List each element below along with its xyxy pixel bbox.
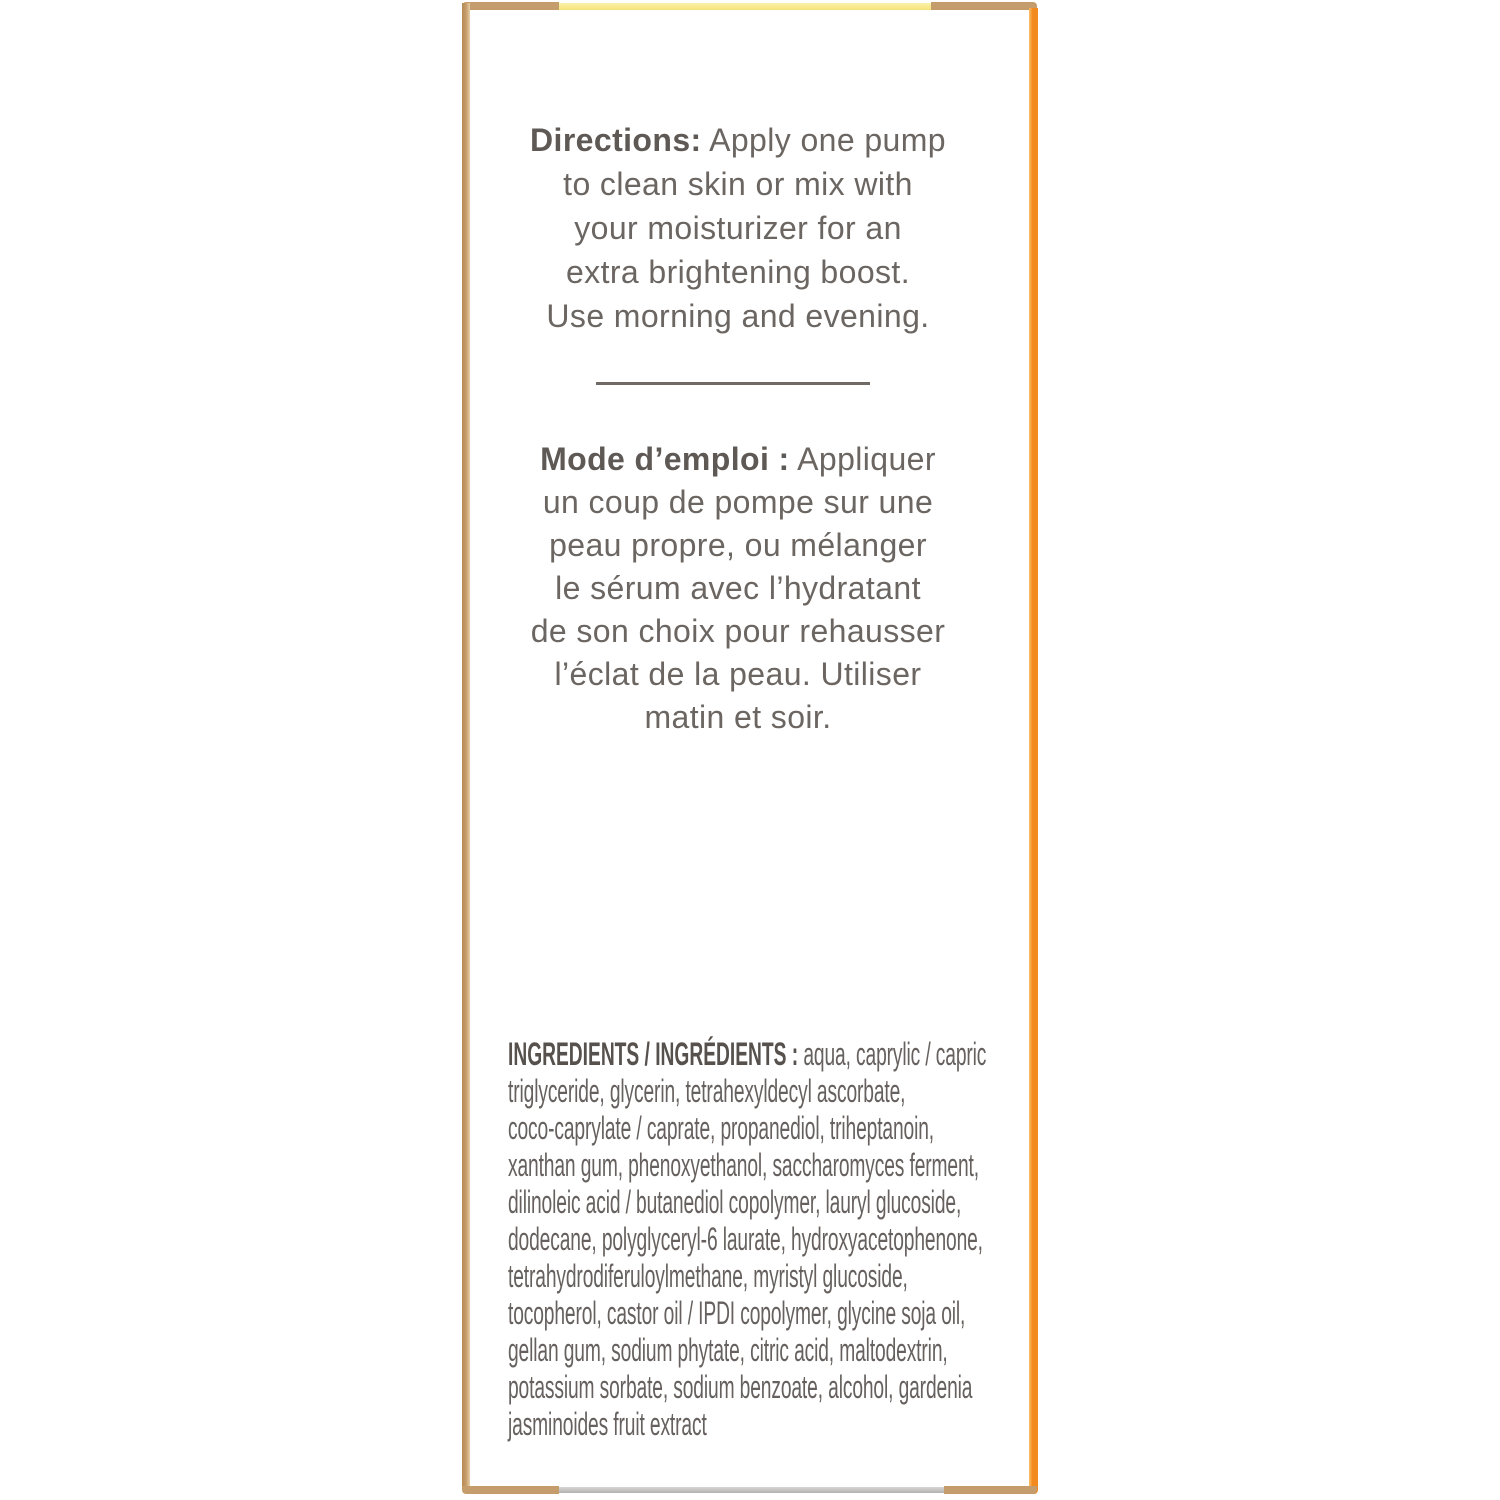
box-top-edge-tan-left bbox=[462, 2, 559, 10]
section-divider-line bbox=[596, 382, 870, 385]
directions-text-french: Mode d’emploi : Appliquer un coup de pompe sur une peau propre, ou mélanger le sérum avec l’hydratant de son choix pour rehausser l’éclat de la peau. Utiliser matin et soir. bbox=[530, 441, 946, 735]
box-bottom-edge-gray bbox=[559, 1487, 944, 1493]
box-top-edge-yellow bbox=[559, 3, 931, 10]
ingredients-list: INGREDIENTS / INGRÉDIENTS : aqua, caprylic / capric triglyceride, glycerin, tetrahexyldecyl ascorbate, coco-caprylate / caprate, propanediol, triheptanoin, xanthan gum, phenoxyethanol, saccharomyces ferment, dilinoleic acid / butanediol copolymer, lauryl glucoside, dodecane, polyglyceryl-6 laurate, hydroxyacetophenone, tetrahydrodiferuloylmethane, myristyl glucoside, tocopherol, castor oil / IPDI copolymer, glycine soja oil, gellan gum, sodium phytate, citric acid, maltodextrin, potassium sorbate, sodium benzoate, alcohol, gardenia jasminoides fruit extract bbox=[508, 1036, 987, 1442]
directions-text-english: Directions: Apply one pump to clean skin or mix with your moisturizer for an extra brightening boost. Use morning and evening. bbox=[530, 122, 946, 334]
box-bottom-edge-tan-left bbox=[462, 1486, 559, 1494]
box-top-edge-tan-right bbox=[931, 2, 1037, 10]
box-right-edge-orange bbox=[1029, 8, 1038, 1494]
box-bottom-edge-tan-right bbox=[944, 1486, 1037, 1494]
